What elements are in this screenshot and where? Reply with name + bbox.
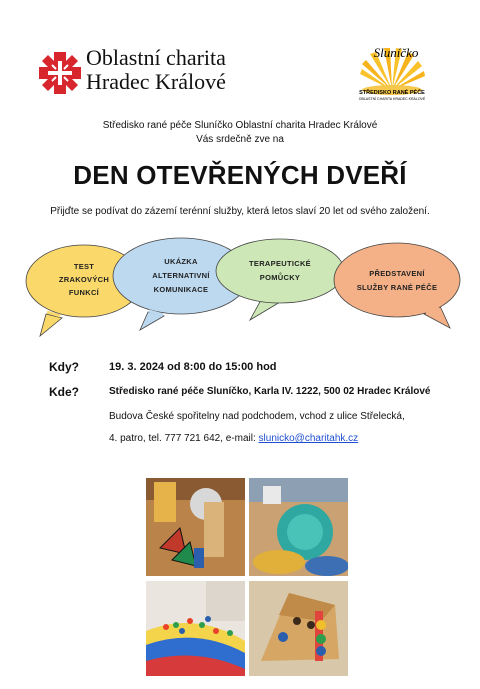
slunicko-subtitle2: OBLASTNÍ CHARITA HRADEC KRÁLOVÉ <box>358 97 426 101</box>
contact-prefix: 4. patro, tel. 777 721 642, e-mail: <box>109 433 259 444</box>
activity-bubbles <box>0 228 480 348</box>
where-value: Středisko rané péče Sluníčko, Karla IV. 1222, 500 02 Hradec Králové <box>109 386 431 397</box>
org-name-line1: Oblastní charita <box>86 45 226 70</box>
bubble-3-line-1: TERAPEUTICKÉ <box>249 259 311 268</box>
org-name-line2: Hradec Králové <box>86 69 226 94</box>
bubble-therapeutic-aids <box>216 239 344 320</box>
where-directions: Budova České spořitelny nad podchodem, vchod z ulice Střelecká, <box>109 411 405 422</box>
slunicko-logo <box>352 44 432 106</box>
bubble-3-line-2: POMŮCKY <box>259 273 301 282</box>
when-value: 19. 3. 2024 od 8:00 do 15:00 hod <box>109 361 277 373</box>
contact-line <box>109 433 358 444</box>
invitation-text: Přijďte se podívat do zázemí terénní služby, která letos slaví 20 let od svého založení. <box>50 206 430 217</box>
caritas-cross-logo <box>39 52 81 94</box>
bubble-2-line-3: KOMUNIKACE <box>153 285 209 294</box>
when-label: Kdy? <box>49 360 79 374</box>
where-label: Kde? <box>49 385 79 399</box>
photo-tactile-discs <box>249 478 348 576</box>
bubble-4-line-2: SLUŽBY RANÉ PÉČE <box>356 283 438 292</box>
intro-line1: Středisko rané péče Sluníčko Oblastní charita Hradec Králové <box>102 120 378 131</box>
bubble-1-line-1: TEST <box>73 262 95 271</box>
photo-sensory-toys <box>146 478 245 576</box>
organization-name <box>86 46 226 94</box>
email-link[interactable]: slunicko@charitahk.cz <box>258 433 359 444</box>
bubble-4-line-1: PŘEDSTAVENÍ <box>369 269 425 278</box>
bubble-2-line-1: UKÁZKA <box>164 257 198 266</box>
page-title: DEN OTEVŘENÝCH DVEŘÍ <box>73 160 407 190</box>
slunicko-title: Sluníčko <box>373 45 419 60</box>
photo-ball-pit <box>146 581 245 676</box>
bubble-service-presentation <box>334 243 460 328</box>
photo-wooden-activity-box <box>249 581 348 676</box>
bubble-1-line-2: ZRAKOVÝCH <box>58 275 110 284</box>
slunicko-subtitle: STŘEDISKO RANÉ PÉČE <box>359 90 425 96</box>
bubble-2-line-2: ALTERNATIVNÍ <box>152 271 210 280</box>
intro-line2: Vás srdečně zve na <box>196 134 284 145</box>
bubble-1-line-3: FUNKCÍ <box>68 288 100 297</box>
